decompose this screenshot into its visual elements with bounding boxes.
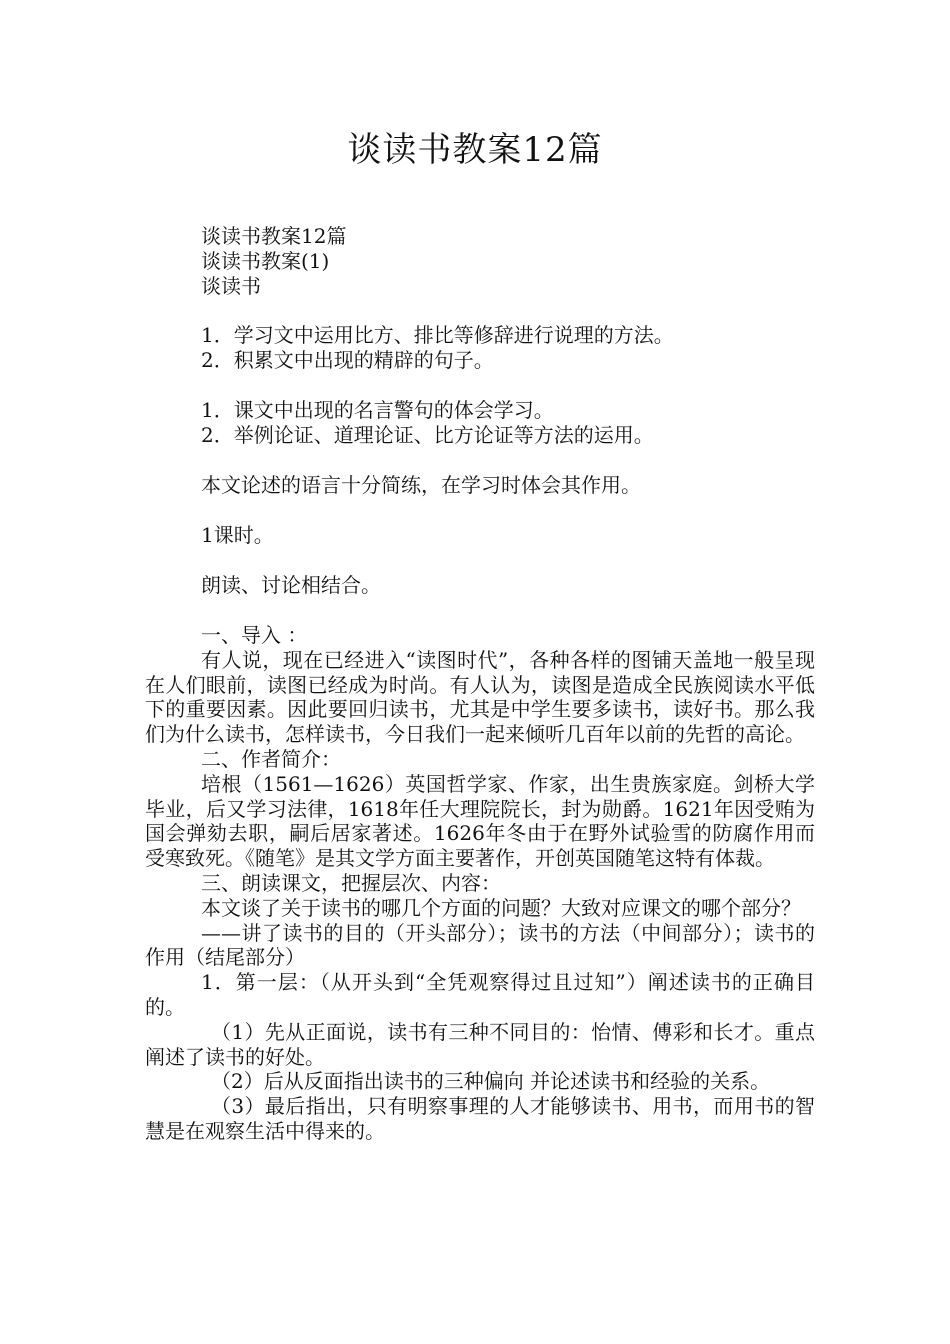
document-head-lines [201, 224, 815, 298]
goal-item-1: 1．学习文中运用比方、排比等修辞进行说理的方法。 [201, 323, 674, 347]
layer-1-item-1: （1）先从正面说，读书有三种不同目的：怡情、傅彩和长才。重点阐述了读书的好处。 [145, 1019, 815, 1069]
head-line-2: 谈读书教案(1) [201, 248, 330, 273]
difficulty-text: 本文论述的语言十分简练，在学习时体会其作用。 [201, 473, 641, 497]
layer-1-text: 1．第一层：（从开头到“全凭观察得过且过知”）阐述读书的正确目的。 [145, 970, 815, 1019]
answer-text: ——讲了读书的目的（开头部分）；读书的方法（中间部分）；读书的作用（结尾部分） [145, 920, 815, 970]
head-line-3: 谈读书 [201, 273, 261, 298]
question-text: 本文谈了关于读书的哪几个方面的问题？大致对应课文的哪个部分？ [201, 895, 801, 920]
goal-item-2: 2．积累文中出现的精辟的句子。 [201, 347, 494, 372]
author-heading: 二、作者简介： [201, 746, 341, 771]
intro-heading: 一、导入 ： [201, 623, 308, 647]
author-body: 培根（1561—1626）英国哲学家、作家，出生贵族家庭。剑桥大学毕业，后又学习法律，1618年任大理院院长，封为勋爵。1621年因受贿为国会弹劾去职，嗣后居家著述。1626年冬由于在野外试验雪的防腐作用而受寒致死。《随笔》是其文学方面主要著作，开创英国随笔这特有体裁。 [145, 771, 815, 871]
hours-text: 1课时。 [201, 523, 274, 547]
head-line-1: 谈读书教案12篇 [201, 224, 347, 248]
goals-list [201, 323, 815, 373]
intro-body: 有人说，现在已经进入“读图时代”，各种各样的图铺天盖地一般呈现在人们眼前，读图已经成为时尚。有人认为，读图是造成全民族阅读水平低下的重要因素。因此要回归读书，尤其是中学生要多读书，读好书。那么我们为什么读书，怎样读书，今日我们一起来倾听几百年以前的先哲的高论。 [145, 647, 815, 747]
key-point-1: 1．课文中出现的名言警句的体会学习。 [201, 398, 554, 422]
difficulty-paragraph [201, 473, 815, 498]
document-title: 谈读书教案12篇 [347, 130, 603, 170]
layer-1-item-3: （3）最后指出，只有明察事理的人才能够读书、用书，而用书的智慧是在观察生活中得来的。 [145, 1094, 815, 1143]
key-point-2: 2．举例论证、道理论证、比方论证等方法的运用。 [201, 422, 654, 447]
reading-heading: 三、朗读课文，把握层次、内容： [201, 870, 501, 895]
method-paragraph [201, 573, 815, 598]
key-points-list [201, 398, 815, 448]
method-text: 朗读、讨论相结合。 [201, 573, 381, 597]
lesson-body [145, 623, 815, 1144]
hours-paragraph [201, 523, 815, 548]
layer-1-item-2: （2）后从反面指出读书的三种偏向 并论述读书和经验的关系。 [211, 1069, 771, 1094]
